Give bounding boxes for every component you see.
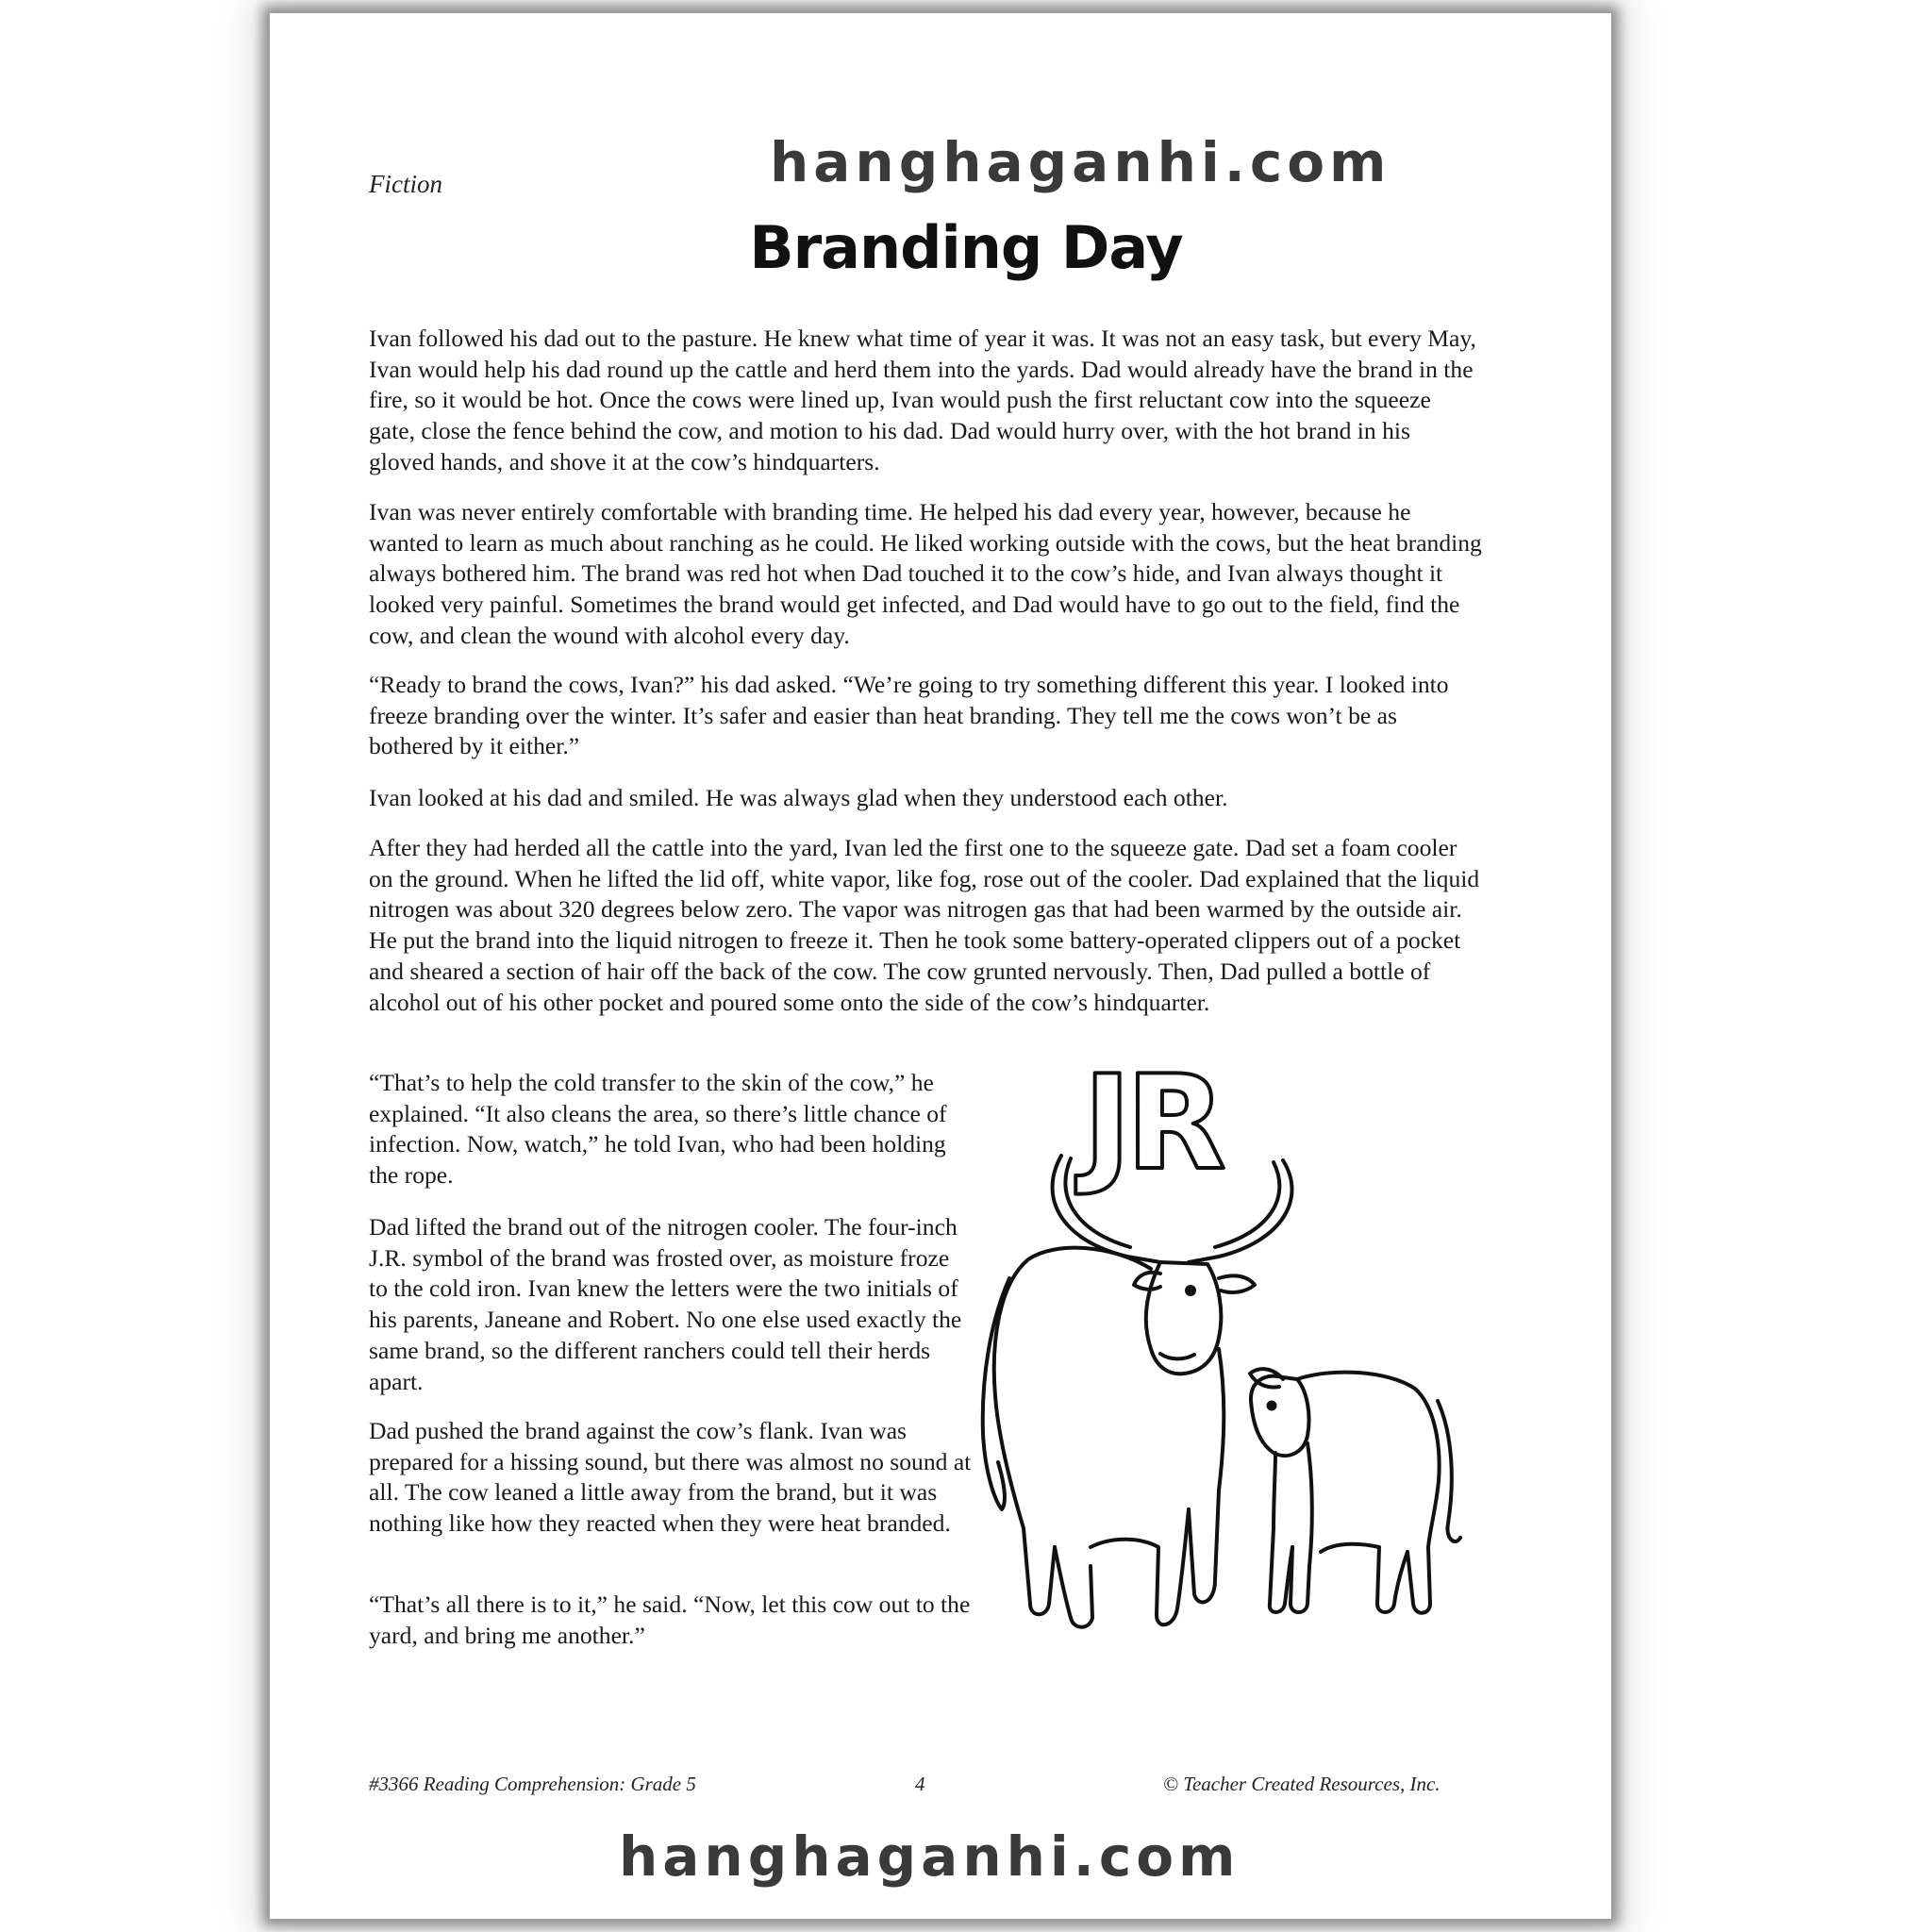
story-paragraph-2: Ivan was never entirely comfortable with branding time. He helped his dad every year, however, because he wanted to learn as much about ranching as he could. He liked working outside with the cows, but the heat branding always bothered him. The brand was red hot when Dad touched it to the cow’s hide, and Ivan always thought it looked very painful. Sometimes the brand would get infected, and Dad would have to go out to the field, find the cow, and clean the wound with alcohol every day. <box>369 498 1482 649</box>
story-paragraph-3: “Ready to brand the cows, Ivan?” his dad asked. “We’re going to try something different this year. I looked into freeze branding over the winter. It’s safer and easier than heat branding. They tell me the cows won’t be as bothered by it either.” <box>369 671 1449 760</box>
story-paragraph-1: Ivan followed his dad out to the pasture. He knew what time of year it was. It was not an easy task, but every May, Ivan would help his dad round up the cattle and herd them into the yards. Dad would already have the brand in the fire, so it would be hot. Once the cows were lined up, Ivan would push the first reluctant cow into the squeeze gate, close the fence behind the cow, and motion to his dad. Dad would hurry over, with the hot brand in his gloved hands, and shove it at the cow’s hindquarters. <box>369 325 1476 475</box>
story-paragraph-4: Ivan looked at his dad and smiled. He was always glad when they understood each other. <box>369 784 1228 811</box>
story-paragraph-6: “That’s to help the cold transfer to the skin of the cow,” he explained. “It also cleans the area, so there’s little chance of infection. Now, watch,” he told Ivan, who had been holding the rope. <box>369 1069 947 1190</box>
brand-jr-letters: JR <box>1083 1047 1221 1199</box>
calf-body <box>1297 1373 1440 1613</box>
story-paragraph-9: “That’s all there is to it,” he said. “Now, let this cow out to the yard, and bring me another.” <box>369 1591 971 1649</box>
genre-label: Fiction <box>369 170 442 198</box>
footer-book-title: #3366 Reading Comprehension: Grade 5 <box>369 1773 696 1795</box>
story-paragraph-8: Dad pushed the brand against the cow’s flank. Ivan was prepared for a hissing sound, but there was almost no sound at all. The cow leaned a little away from the brand, but it was nothing like how they reacted when they were heat branded. <box>369 1417 972 1538</box>
watermark-bottom: hanghaganhi.com <box>619 1824 1241 1889</box>
page-title: Branding Day <box>749 213 1183 282</box>
cow-and-calf-illustration <box>972 1038 1481 1660</box>
footer-page-number: 4 <box>915 1773 925 1795</box>
story-paragraph-5: After they had herded all the cattle into the yard, Ivan led the first one to the squeeze gate. Dad set a foam cooler on the ground. When he lifted the lid off, white vapor, like fog, rose out of the cooler. Dad explained that the liquid nitrogen was about 320 degrees below zero. The vapor was nitrogen gas that had been warmed by the outside air. He put the brand into the liquid nitrogen to freeze it. Then he took some battery-operated clippers out of a pocket and sheared a section of hair off the back of the cow. The cow grunted nervously. Then, Dad pulled a bottle of alcohol out of his other pocket and poured some onto the side of the cow’s hindquarter. <box>369 834 1480 1016</box>
calf-tail <box>1438 1401 1460 1541</box>
story-paragraph-7: Dad lifted the brand out of the nitrogen cooler. The four-inch J.R. symbol of the brand was frosted over, as moisture froze to the cold iron. Ivan knew the letters were the two initials of his parents, Janeane and Robert. No one else used exactly the same brand, so the different ranchers could tell their herds apart. <box>369 1213 962 1395</box>
footer-copyright: © Teacher Created Resources, Inc. <box>1163 1773 1441 1795</box>
watermark-top: hanghaganhi.com <box>770 130 1391 194</box>
cow-body <box>994 1248 1151 1615</box>
